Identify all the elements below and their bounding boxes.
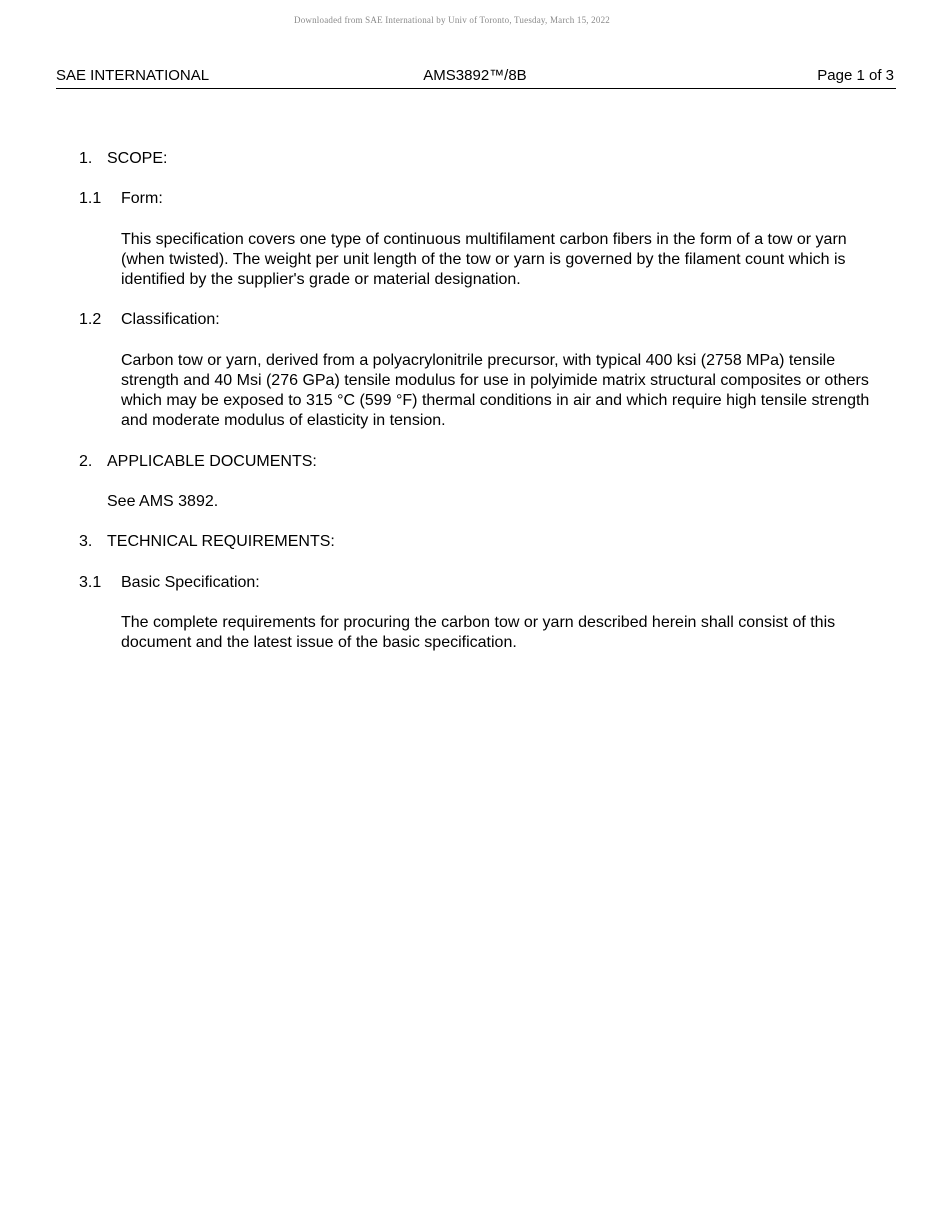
header-page-number: Page 1 of 3 [817, 67, 894, 84]
section-3-heading [79, 532, 879, 552]
section-1-heading [79, 149, 879, 169]
section-1-1-heading [79, 189, 879, 209]
section-3-1-heading [79, 573, 879, 593]
section-title: APPLICABLE DOCUMENTS: [107, 453, 317, 470]
section-number: 3. [79, 533, 93, 550]
section-number: 1.1 [79, 190, 102, 207]
section-1-2-heading [79, 310, 879, 330]
section-number: 2. [79, 453, 93, 470]
section-title: SCOPE: [107, 150, 168, 167]
section-number: 3.1 [79, 574, 102, 591]
page-header [56, 66, 896, 89]
document-body [79, 149, 879, 653]
section-1-2-paragraph: Carbon tow or yarn, derived from a polyacrylonitrile precursor, with typical 400 ksi (2758 MPa) tensile strength and 40 Msi (276 GPa) tensile modulus for use in polyimide matrix structural composites or others which may be exposed to 315 °C (599 °F) thermal conditions in air and which require high tensile strength and moderate modulus of elasticity in tension. [121, 352, 870, 429]
section-title: TECHNICAL REQUIREMENTS: [107, 533, 335, 550]
section-title: Classification: [121, 311, 220, 328]
download-watermark: Downloaded from SAE International by Univ of Toronto, Tuesday, March 15, 2022 [294, 15, 610, 25]
section-number: 1. [79, 150, 93, 167]
section-2-heading [79, 452, 879, 472]
section-title: Basic Specification: [121, 574, 260, 591]
section-2-paragraph: See AMS 3892. [107, 493, 219, 510]
header-organization: SAE INTERNATIONAL [56, 67, 210, 84]
section-title: Form: [121, 190, 163, 207]
section-1-1-paragraph: This specification covers one type of continuous multifilament carbon fibers in the form of a tow or yarn (when twisted). The weight per unit length of the tow or yarn is governed by the filament count which is identified by the supplier's grade or material designation. [121, 231, 847, 288]
section-3-1-paragraph: The complete requirements for procuring the carbon tow or yarn described herein shall consist of this document and the latest issue of the basic specification. [121, 614, 836, 651]
header-document-number: AMS3892™/8B [423, 67, 527, 84]
section-number: 1.2 [79, 311, 102, 328]
